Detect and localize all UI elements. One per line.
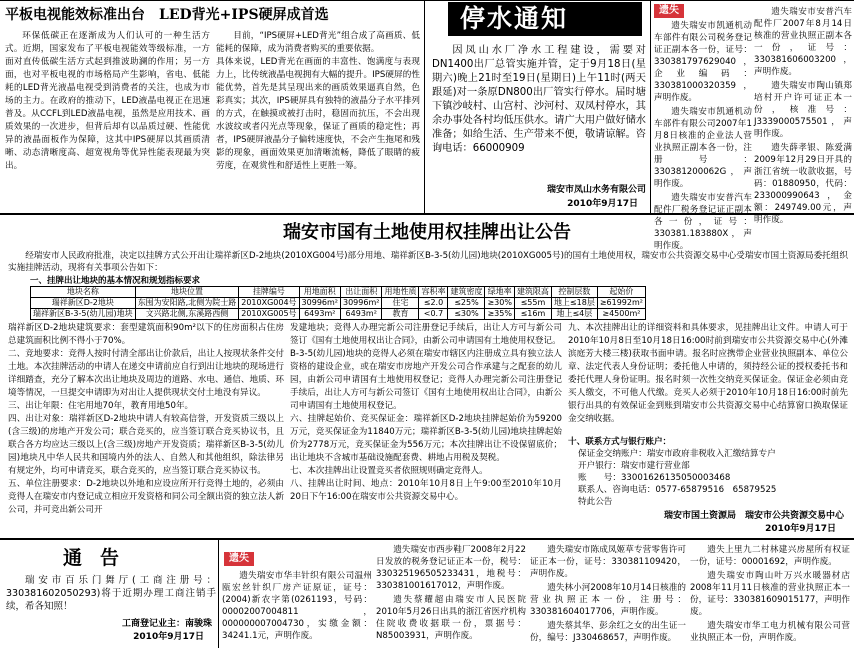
column-header: 出让面积 <box>341 287 382 298</box>
notice-body: 瑞安市百乐门舞厅(工商注册号：330381602050293)将于近期办理工商注销手续，希各知照！ <box>6 575 216 612</box>
table-cell: ≥35% <box>485 309 514 320</box>
water-notice-body: 因凤山水厂净水工程建设，需要对DN1400出厂总管实施并管，定于9月18日(星期六)晚上21时至19日(星期日)上午11时(两天跟延)对一条原DN800出厂管实行停水。届时塘下镇沙岐村、山宫村、沙河村、双凤村停水，其余办事处各村均低压供水。请广大用户做好储水准备；如给生活、生产带来不便，敬请谅解。咨询电话：66000909 <box>432 45 646 154</box>
column-header: 绿地率 <box>485 287 514 298</box>
auction-intro: 经瑞安市人民政府批准，决定以挂牌方式公开出让瑞祥新区D-2地块(2010XG004号)部分用地、瑞祥新区B-3-5(幼儿园)地块(2010XG005号)的国有土地使用权，瑞安市公共资源交易中心受瑞安市国土资源局委托组织实施挂牌活动，现将有关事项公告如下： <box>8 251 848 273</box>
contact-line: 联系人、咨询电话：0577-65879516 65879525 <box>578 485 777 495</box>
table-cell: 6493m² <box>341 309 382 320</box>
divider <box>424 0 425 213</box>
auction-signature: 瑞安市国土资源局 瑞安市公共资源交易中心 <box>663 511 844 521</box>
table-cell: <0.7 <box>419 309 448 320</box>
contact-title: 十、联系方式与银行账户： <box>568 437 672 447</box>
table-cell: 教育 <box>382 309 419 320</box>
table-cell: 住宅 <box>382 298 419 309</box>
column-header: 地块位置 <box>135 287 239 298</box>
notice-title: 通告 <box>62 547 137 569</box>
table-cell: 地上≤18层 <box>551 298 597 309</box>
ad-column-1: 环保低碳正在逐渐成为人们认可的一种生活方式。近期，国家发布了平板电视能效等级标准，一方面对直传低碳生活方式起到推波助澜的作用；另一方面，也对平板电视的市场格局产生影响，省电、低能耗的LED背光液晶电视受到消费者的关注，也成为市场的主力。在政府的推动下，LED液晶电视正在迅速普及。从CCFL到LED液晶电视，虽然是应用技术、画质效果的一次进步，但背后却有以品质过硬、性能优异的液晶面板作为保障，这其中IPS硬屏以其画质清晰、动态清晰度高、超宽视角等优异性能表现最为突出。 <box>5 31 210 171</box>
table-cell: 30996m² <box>341 298 382 309</box>
table-cell: ≥4500m² <box>597 309 645 320</box>
notice-date: 2010年9月17日 <box>133 632 204 642</box>
lost-list-right <box>754 6 852 225</box>
list-item: 遗失蔡其华、彭余红之女的出生证一份，编号：J330468657，声明作废。 <box>530 621 686 643</box>
table-cell: ≥61992m² <box>597 298 645 309</box>
column-header: 控制层数 <box>551 287 597 298</box>
table-cell: 瑞祥新区B-3-5(幼儿园)地块 <box>31 309 136 320</box>
lost-tag: 遗失 <box>224 552 254 566</box>
auction-title: 瑞安市国有土地使用权挂牌出让公告 <box>283 222 571 243</box>
table-cell: ≤16m <box>514 309 551 320</box>
ad-column-2: 目前，“IPS硬屏+LED背光”组合成了高画质、低能耗的保障，成为消费者购买的重要依据。 具体来说，LED背光在画面的丰富性、饱满度与表现力上，比传统液晶电视拥有大幅的提升。IPS硬屏的性能优势，首先是其呈现出来的画质效果逼真自然，色彩真实；其次，IPS硬屏具有独特的液晶分子水平排列的方式，在触摸或被打击时，稳固而抗压，不会出现水波纹或者闪光点等现象，保证了画质的稳定性；再者，IPS硬屏液晶分子偏转速度快，不会产生拖尾和残影的现象，画面效果更加清晰流畅，降低了眼睛的疲劳度，在观赏性和舒适性上更胜一筹。 <box>216 31 420 171</box>
water-notice-title: 停水通知 <box>460 4 569 33</box>
list-item: 遗失瑞安市陈成凤姬草专营零售许可证正本一份，证号：330381109420，声明作废。 <box>530 545 686 579</box>
table-cell: ≤25% <box>448 298 485 309</box>
column-header: 起始价 <box>597 287 645 298</box>
divider <box>218 540 219 648</box>
auction-column-2: 发建地块；竞得人办理完新公司注册登记手续后，出让人方可与新公司签订《国有土地使用权出让合同》，由新公司申请国有土地使用权登记。 B-3-5(幼儿园)地块的竞得人必须在瑞安市辖区内注册成立具有独立法人资格的建设企业，或在瑞安市房地产开发公司合作承建与之配套的幼儿园，由新公司申请国有土地使用权登记；竞得人办理完新公司注册登记手续后，出让人方可与新公司签订《国有土地使用权出让合同》，由新公司申请国有土地使用权登记。 六、挂牌起始价、竞买保证金：瑞祥新区D-2地块挂牌起始价为59200万元，竞买保证金为11840万元；瑞祥新区B-3-5(幼儿园)地块挂牌起始价为2778万元，竞买保证金为556万元；本次挂牌出让不设保留底价；出让地块不含城市基础设施配套费、耕地占用税及契税。 七、本次挂牌出让设置竞买者依照规则确定竞得人。 八、挂牌出让时间、地点：2010年10月8日上午9:00至2010年10月20日下午16:00在瑞安市公共资源交易中心。 <box>290 323 562 502</box>
lost-list-left <box>654 20 752 251</box>
divider <box>650 0 651 213</box>
contact-line: 保证金交纳账户：瑞安市政府非税收入汇缴结算专户 <box>578 449 776 459</box>
table-header-row <box>31 287 646 298</box>
table-cell: 30996m² <box>299 298 340 309</box>
table-cell: ≤55m <box>514 298 551 309</box>
column-header: 建筑限高 <box>514 287 551 298</box>
lost-column-2 <box>376 544 526 646</box>
list-item: 遗失林小河2008年10月14日核准的营业执照正本一份，注册号：330381604017706，声明作废。 <box>530 583 686 617</box>
table-cell: 地上≤4层 <box>551 309 597 320</box>
parcel-table <box>30 286 646 320</box>
column-header: 用地面积 <box>299 287 340 298</box>
ad-headline: 平板电视能效标准出台 LED背光+IPS硬屏成首选 <box>5 7 329 23</box>
table-cell: 瑞祥新区D-2地块 <box>31 298 136 309</box>
list-item: 遗失瑞安市陶山镇郑培村开户许可证正本一份，核准号：J3339000575501，声明作废。 <box>754 81 852 139</box>
contact-line: 开户银行：瑞安市建行营业部 <box>578 461 690 471</box>
lost-tag: 遗失 <box>654 4 684 18</box>
divider <box>0 538 854 540</box>
table-cell: 6493m² <box>299 309 340 320</box>
list-item: 遗失瑞安市华丰针织有限公司温州瓯宏丝针织厂房产证原证，证号：(2004)新农字第(0261193，号码：00002007004811，000000007004730，实缴金额：34241.1元，声明作废。 <box>222 571 372 641</box>
table-cell: 文兴路北侧,东溪路西侧 <box>135 309 239 320</box>
list-item: 遗失瑞安市陶山叶万兴水暖器材店2008年11月11日核准的营业执照正本一份，证号：330381609015177，声明作废。 <box>690 571 850 617</box>
table-cell: ≥30% <box>485 298 514 309</box>
list-item: 遗失上里九二村林建兴房屋所有权证一份，证号：00001692，声明作废。 <box>690 545 850 567</box>
contact-line: 特此公告 <box>578 497 613 507</box>
list-item: 遗失瑞安市凯通机动车部件有限公司2007年1月8日核准的企业法人营业执照正副本各一份，注册号：330381200062G，声明作废。 <box>654 107 752 189</box>
list-item: 遗失蔡耀超由瑞安市人民医院2010年5月26日出具的浙江省医疗机构住院收费收据联一份，票据号：N85003931，声明作废。 <box>376 595 526 641</box>
water-notice-signature: 瑞安市凤山水务有限公司 <box>546 185 646 195</box>
column-header: 用地性质 <box>382 287 419 298</box>
list-item: 遗失薛孝银、陈爱满2009年12月29日开具的浙江省统一收款收据，号码：01880950，代码：233000990643，金额：249749.00元，声明作废。 <box>754 143 852 225</box>
table-cell: ≤30% <box>448 309 485 320</box>
list-item: 遗失瑞安市西步鞋厂2008年2月22日发放的税务登记证正本一份，税号：330325196505233431，地税号：330381001617012，声明作废。 <box>376 545 526 591</box>
list-item: 遗失瑞安市凯通机动车部件有限公司税务登记证正副本各一份，证号：330381797629040，企业编码：330381000320359，声明作废。 <box>654 21 752 103</box>
column-header: 挂牌编号 <box>239 287 299 298</box>
lost-column-3 <box>530 544 686 646</box>
column-header: 地块名称 <box>31 287 136 298</box>
table-row <box>31 309 646 320</box>
divider <box>0 0 854 1</box>
column-header: 容积率 <box>419 287 448 298</box>
water-notice-date: 2010年9月17日 <box>567 199 638 209</box>
auction-column-1: 瑞祥新区D-2地块建筑要求：套型建筑面积90m²以下的住房面积占住房总建筑面积比例不得小于70%。 二、竞地要求：竞得人按时付清全部出让价款后，出让人按现状条件交付土地。本次挂牌活动的申请人在递交申请前应自行到出让地块的现场进行详细踏查，充分了解本次出让地块及周边的道路、水电、通信、地质、环境等情况，一旦提交申请即为对出让人提供现状交付土地没有异议。 三、出让年限：住宅用地70年，教育用地50年。 四、出让对象：瑞祥新区D-2地块申请人有较高信誉，开发资质三级以上(含三级)的房地产开发公司；联合竞买的，应当签订联合竞买协议书，且联合各方均应达三级以上(含三级)房地产开发资质；瑞祥新区B-3-5(幼儿园)地块凡中华人民共和国境内外的法人、自然人和其他组织，除法律另有规定外，均可申请竞买，联合竞买的，应当签订联合竞买协议书。 五、单位注册要求：D-2地块以外地和应设应所开行竞得土地的，必须由竞得人在瑞安市内登记成立相应开发资格和同公司全额出资的独立法人新公司，并可竞出新公司开 <box>8 323 284 515</box>
lost-column-4 <box>690 544 850 646</box>
list-item: 遗失瑞安市华工电力机械有限公司营业执照正本一份，声明作废。 <box>690 621 850 643</box>
table-caption: 一、挂牌出让地块的基本情况和规划指标要求 <box>30 276 201 286</box>
table-row <box>31 298 646 309</box>
table-cell: ≤2.0 <box>419 298 448 309</box>
table-cell: 2010XG004号 <box>239 298 299 309</box>
table-cell: 2010XG005号 <box>239 309 299 320</box>
contact-line: 账 号：33001626135050003468 <box>578 473 731 483</box>
list-item: 遗失瑞安市安普汽车配件厂2007年8月14日核准的营业执照正副本各一份，证号：330381606003200，声明作废。 <box>754 7 852 77</box>
list-item: 遗失瑞安市安普汽车配件厂税务登记证正副本各一份，证号：330381.183880X，声明作废。 <box>654 193 752 251</box>
column-header: 建筑密度 <box>448 287 485 298</box>
table-cell: 东囤为安阳路,北侧为院士路 <box>135 298 239 309</box>
notice-signature: 工商登记业主：南骏珠 <box>121 619 212 629</box>
auction-date: 2010年9月17日 <box>765 524 836 534</box>
auction-column-3: 九、本次挂牌出让的详细资料和具体要求，见挂牌出让文件。申请人可于2010年10月8日至10月18日16:00时前到瑞安市公共资源交易中心(外滩滨庭芳大楼三楼)获取书面申请。报名时应携带企业营业执照副本、单位公章、法定代表人身份证明；委托他人申请的，须持经公证的授权委托书和委托代理人身份证明。报名时须一次性交纳竞买保证金。保证金必须由竞买人缴交，不可他人代缴。竞买人必须于2010年10月18日16:00时前先银行出具的有效保证金到账到瑞安市公共资源交易中心结算窗口换取保证金交纳收据。 <box>568 323 848 424</box>
lost-column-1 <box>222 570 372 646</box>
